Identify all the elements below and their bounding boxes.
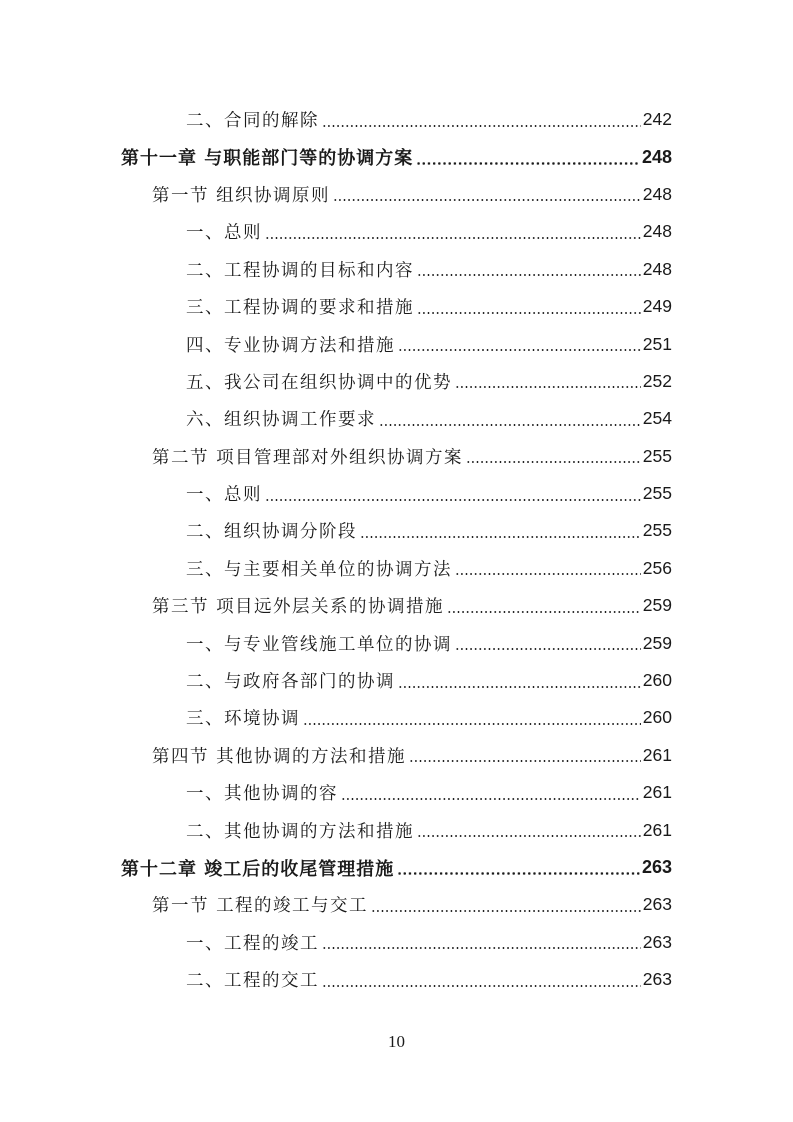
toc-entry-section[interactable] (0, 438, 793, 475)
toc-entry-title: 第一节 组织协调原则 (152, 185, 331, 206)
toc-entry-item[interactable] (0, 101, 793, 138)
dot-leader (416, 162, 640, 165)
dot-leader (379, 424, 641, 426)
toc-entry-title: 一、其他协调的容 (186, 784, 338, 805)
dot-leader (322, 125, 641, 127)
toc-entry-page-number: 248 (642, 221, 672, 242)
toc-entry-title: 二、工程的交工 (186, 971, 319, 992)
toc-entry-title: 第一节 工程的竣工与交工 (152, 896, 369, 917)
toc-entry-item[interactable] (0, 624, 793, 661)
dot-leader (455, 573, 641, 575)
dot-leader (466, 461, 641, 463)
toc-entry-page-number: 248 (642, 258, 672, 279)
dot-leader (398, 349, 641, 351)
toc-entry-title: 二、工程协调的目标和内容 (186, 260, 414, 281)
dot-leader (417, 835, 641, 837)
toc-entry-title: 四、专业协调方法和措施 (186, 335, 395, 356)
toc-entry-item[interactable] (0, 251, 793, 288)
toc-entry-page-number: 255 (642, 483, 672, 504)
toc-entry-section[interactable] (0, 176, 793, 213)
toc-entry-page-number: 242 (642, 109, 672, 130)
toc-entry-title: 二、与政府各部门的协调 (186, 672, 395, 693)
dot-leader (417, 312, 641, 314)
toc-entry-page-number: 259 (642, 632, 672, 653)
toc-entry-title: 第四节 其他协调的方法和措施 (152, 746, 407, 767)
toc-entry-item[interactable] (0, 662, 793, 699)
dot-leader (455, 386, 641, 388)
toc-entry-page-number: 255 (642, 520, 672, 541)
toc-entry-section[interactable] (0, 737, 793, 774)
toc-entry-item[interactable] (0, 475, 793, 512)
toc-entry-page-number: 254 (642, 408, 672, 429)
toc-entry-item[interactable] (0, 288, 793, 325)
toc-entry-title: 三、环境协调 (186, 709, 300, 730)
table-of-contents (0, 101, 793, 998)
toc-entry-page-number: 263 (642, 894, 672, 915)
toc-entry-title: 第二节 项目管理部对外组织协调方案 (152, 447, 464, 468)
toc-entry-page-number: 263 (642, 969, 672, 990)
dot-leader (397, 872, 640, 875)
toc-entry-title: 五、我公司在组织协调中的优势 (186, 372, 452, 393)
dot-leader (371, 910, 641, 912)
toc-entry-title: 第三节 项目远外层关系的协调措施 (152, 597, 445, 618)
toc-entry-item[interactable] (0, 550, 793, 587)
toc-entry-page-number: 261 (642, 782, 672, 803)
toc-entry-chapter[interactable] (0, 849, 793, 886)
toc-entry-page-number: 263 (641, 857, 672, 877)
toc-entry-item[interactable] (0, 924, 793, 961)
dot-leader (322, 947, 641, 949)
toc-entry-title: 三、与主要相关单位的协调方法 (186, 559, 452, 580)
dot-leader (398, 686, 641, 688)
toc-entry-item[interactable] (0, 363, 793, 400)
toc-entry-page-number: 260 (642, 670, 672, 691)
toc-entry-title: 六、组织协调工作要求 (186, 410, 376, 431)
toc-entry-item[interactable] (0, 325, 793, 362)
dot-leader (333, 199, 641, 201)
toc-entry-title: 一、与专业管线施工单位的协调 (186, 634, 452, 655)
toc-entry-page-number: 248 (642, 183, 672, 204)
toc-entry-page-number: 251 (642, 333, 672, 354)
toc-entry-title: 一、工程的竣工 (186, 933, 319, 954)
dot-leader (417, 274, 641, 276)
toc-entry-title: 三、工程协调的要求和措施 (186, 298, 414, 319)
dot-leader (455, 648, 641, 650)
toc-entry-title: 一、总则 (186, 485, 262, 506)
toc-entry-item[interactable] (0, 400, 793, 437)
toc-entry-page-number: 261 (642, 744, 672, 765)
toc-entry-chapter[interactable] (0, 138, 793, 175)
toc-entry-section[interactable] (0, 587, 793, 624)
toc-entry-item[interactable] (0, 213, 793, 250)
page-number: 10 (388, 1032, 405, 1051)
toc-entry-title: 第十二章 竣工后的收尾管理措施 (121, 858, 395, 880)
dot-leader (447, 611, 641, 613)
dot-leader (265, 499, 641, 501)
toc-entry-section[interactable] (0, 886, 793, 923)
toc-entry-page-number: 261 (642, 819, 672, 840)
toc-entry-title: 二、组织协调分阶段 (186, 522, 357, 543)
dot-leader (265, 237, 641, 239)
toc-entry-title: 第十一章 与职能部门等的协调方案 (121, 148, 414, 170)
toc-entry-item[interactable] (0, 512, 793, 549)
toc-entry-title: 一、总则 (186, 223, 262, 244)
dot-leader (409, 760, 641, 762)
toc-entry-page-number: 249 (642, 296, 672, 317)
dot-leader (303, 723, 641, 725)
dot-leader (360, 536, 641, 538)
toc-entry-item[interactable] (0, 811, 793, 848)
toc-entry-item[interactable] (0, 961, 793, 998)
dot-leader (341, 798, 641, 800)
toc-entry-page-number: 263 (642, 931, 672, 952)
toc-entry-page-number: 259 (642, 595, 672, 616)
toc-entry-item[interactable] (0, 699, 793, 736)
toc-entry-item[interactable] (0, 774, 793, 811)
toc-entry-page-number: 260 (642, 707, 672, 728)
toc-entry-page-number: 248 (641, 146, 672, 167)
toc-entry-page-number: 256 (642, 557, 672, 578)
toc-entry-title: 二、其他协调的方法和措施 (186, 821, 414, 842)
toc-entry-page-number: 252 (642, 370, 672, 391)
toc-entry-title: 二、合同的解除 (186, 111, 319, 132)
dot-leader (322, 985, 641, 987)
toc-entry-page-number: 255 (642, 445, 672, 466)
